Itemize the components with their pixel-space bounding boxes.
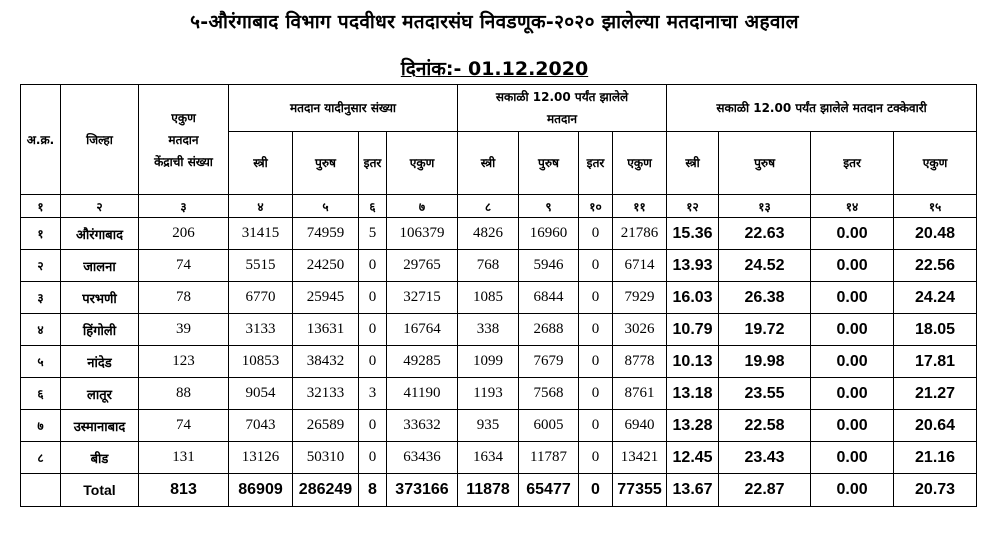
cell-v-female: 10853 xyxy=(229,346,293,378)
column-number: १५ xyxy=(894,195,977,218)
cell-pct-other: 0.00 xyxy=(811,442,894,474)
cell-p-female: 768 xyxy=(458,250,519,282)
cell-p-male: 6005 xyxy=(519,410,579,442)
cell-v-total: 106379 xyxy=(387,218,458,250)
cell-pct-total: 21.16 xyxy=(894,442,977,474)
total-cell-v-other: 8 xyxy=(359,474,387,507)
cell-v-male: 50310 xyxy=(293,442,359,474)
cell-p-total: 7929 xyxy=(613,282,667,314)
cell-district: लातूर xyxy=(61,378,139,410)
cell-pct-total: 22.56 xyxy=(894,250,977,282)
cell-pct-other: 0.00 xyxy=(811,218,894,250)
header-v-male: पुरुष xyxy=(293,132,359,195)
cell-centers: 123 xyxy=(139,346,229,378)
cell-sr: ८ xyxy=(21,442,61,474)
cell-p-other: 0 xyxy=(579,218,613,250)
cell-v-other: 0 xyxy=(359,442,387,474)
table-row xyxy=(21,410,977,442)
header-pct-other: इतर xyxy=(811,132,894,195)
table-row xyxy=(21,282,977,314)
cell-p-other: 0 xyxy=(579,410,613,442)
header-pct-female: स्त्री xyxy=(667,132,719,195)
cell-p-male: 7679 xyxy=(519,346,579,378)
column-number: १३ xyxy=(719,195,811,218)
cell-p-total: 8761 xyxy=(613,378,667,410)
header-centers xyxy=(139,85,229,195)
cell-pct-male: 24.52 xyxy=(719,250,811,282)
cell-pct-female: 10.13 xyxy=(667,346,719,378)
column-number: ८ xyxy=(458,195,519,218)
cell-pct-female: 13.28 xyxy=(667,410,719,442)
cell-pct-other: 0.00 xyxy=(811,346,894,378)
cell-centers: 206 xyxy=(139,218,229,250)
cell-pct-other: 0.00 xyxy=(811,378,894,410)
cell-pct-total: 24.24 xyxy=(894,282,977,314)
cell-pct-total: 21.27 xyxy=(894,378,977,410)
cell-p-other: 0 xyxy=(579,250,613,282)
cell-v-male: 13631 xyxy=(293,314,359,346)
cell-p-other: 0 xyxy=(579,378,613,410)
header-polled-line1: सकाळी 12.00 पर्यंत झालेले xyxy=(495,90,629,104)
cell-pct-male: 19.98 xyxy=(719,346,811,378)
header-centers-line2: मतदान xyxy=(168,132,199,147)
column-number: १२ xyxy=(667,195,719,218)
cell-sr: ६ xyxy=(21,378,61,410)
header-pct-male: पुरुष xyxy=(719,132,811,195)
column-number: ४ xyxy=(229,195,293,218)
turnout-table xyxy=(20,84,977,507)
cell-pct-male: 26.38 xyxy=(719,282,811,314)
cell-p-male: 2688 xyxy=(519,314,579,346)
cell-p-total: 8778 xyxy=(613,346,667,378)
cell-p-female: 1634 xyxy=(458,442,519,474)
cell-p-male: 16960 xyxy=(519,218,579,250)
total-cell-p-male: 65477 xyxy=(519,474,579,507)
cell-district: परभणी xyxy=(61,282,139,314)
cell-district: उस्मानाबाद xyxy=(61,410,139,442)
cell-v-female: 9054 xyxy=(229,378,293,410)
cell-v-female: 6770 xyxy=(229,282,293,314)
cell-pct-female: 13.18 xyxy=(667,378,719,410)
cell-sr: ४ xyxy=(21,314,61,346)
cell-centers: 39 xyxy=(139,314,229,346)
cell-sr: ३ xyxy=(21,282,61,314)
cell-v-male: 32133 xyxy=(293,378,359,410)
column-number: ५ xyxy=(293,195,359,218)
cell-district: जालना xyxy=(61,250,139,282)
cell-pct-total: 20.48 xyxy=(894,218,977,250)
total-cell-v-male: 286249 xyxy=(293,474,359,507)
total-cell-centers: 813 xyxy=(139,474,229,507)
cell-district: हिंगोली xyxy=(61,314,139,346)
header-polled-group xyxy=(458,85,667,132)
cell-v-male: 24250 xyxy=(293,250,359,282)
cell-pct-male: 23.55 xyxy=(719,378,811,410)
column-number: १० xyxy=(579,195,613,218)
cell-v-other: 0 xyxy=(359,346,387,378)
total-cell-empty xyxy=(21,474,61,507)
cell-p-male: 6844 xyxy=(519,282,579,314)
cell-pct-male: 22.58 xyxy=(719,410,811,442)
total-cell-p-other: 0 xyxy=(579,474,613,507)
column-number-row xyxy=(21,195,977,218)
cell-v-other: 5 xyxy=(359,218,387,250)
cell-p-other: 0 xyxy=(579,314,613,346)
cell-v-total: 41190 xyxy=(387,378,458,410)
cell-pct-female: 12.45 xyxy=(667,442,719,474)
header-v-total: एकुण xyxy=(387,132,458,195)
cell-v-male: 74959 xyxy=(293,218,359,250)
cell-district: बीड xyxy=(61,442,139,474)
header-pct-total: एकुण xyxy=(894,132,977,195)
table-row xyxy=(21,314,977,346)
cell-pct-other: 0.00 xyxy=(811,282,894,314)
header-p-total: एकुण xyxy=(613,132,667,195)
cell-pct-male: 19.72 xyxy=(719,314,811,346)
total-cell-label: Total xyxy=(61,474,139,507)
cell-centers: 74 xyxy=(139,250,229,282)
total-cell-v-total: 373166 xyxy=(387,474,458,507)
cell-v-female: 13126 xyxy=(229,442,293,474)
cell-pct-male: 23.43 xyxy=(719,442,811,474)
cell-p-total: 21786 xyxy=(613,218,667,250)
total-cell-pct-female: 13.67 xyxy=(667,474,719,507)
cell-v-female: 3133 xyxy=(229,314,293,346)
cell-sr: ७ xyxy=(21,410,61,442)
header-p-female: स्त्री xyxy=(458,132,519,195)
cell-v-female: 31415 xyxy=(229,218,293,250)
header-percent-group: सकाळी 12.00 पर्यंत झालेले मतदान टक्केवारी xyxy=(667,85,977,132)
cell-pct-female: 15.36 xyxy=(667,218,719,250)
header-p-other: इतर xyxy=(579,132,613,195)
cell-v-other: 0 xyxy=(359,282,387,314)
column-number: ९ xyxy=(519,195,579,218)
cell-p-total: 6940 xyxy=(613,410,667,442)
column-number: १४ xyxy=(811,195,894,218)
cell-sr: ५ xyxy=(21,346,61,378)
cell-p-male: 7568 xyxy=(519,378,579,410)
header-voter-list-group: मतदान यादीनुसार संख्या xyxy=(229,85,458,132)
cell-p-other: 0 xyxy=(579,346,613,378)
header-district: जिल्हा xyxy=(61,85,139,195)
report-date xyxy=(0,55,989,81)
cell-sr: २ xyxy=(21,250,61,282)
cell-centers: 88 xyxy=(139,378,229,410)
cell-district: औरंगाबाद xyxy=(61,218,139,250)
table-row xyxy=(21,378,977,410)
cell-p-female: 1099 xyxy=(458,346,519,378)
header-sr: अ.क्र. xyxy=(21,85,61,195)
cell-v-other: 3 xyxy=(359,378,387,410)
cell-v-male: 38432 xyxy=(293,346,359,378)
column-number: ६ xyxy=(359,195,387,218)
cell-v-total: 32715 xyxy=(387,282,458,314)
cell-district: नांदेड xyxy=(61,346,139,378)
column-number: ७ xyxy=(387,195,458,218)
cell-p-female: 1193 xyxy=(458,378,519,410)
table-row xyxy=(21,346,977,378)
cell-p-male: 5946 xyxy=(519,250,579,282)
cell-pct-female: 16.03 xyxy=(667,282,719,314)
cell-pct-female: 10.79 xyxy=(667,314,719,346)
cell-sr: १ xyxy=(21,218,61,250)
total-cell-v-female: 86909 xyxy=(229,474,293,507)
column-number: २ xyxy=(61,195,139,218)
cell-v-other: 0 xyxy=(359,314,387,346)
cell-p-female: 1085 xyxy=(458,282,519,314)
cell-pct-other: 0.00 xyxy=(811,410,894,442)
cell-centers: 78 xyxy=(139,282,229,314)
cell-p-male: 11787 xyxy=(519,442,579,474)
cell-p-female: 4826 xyxy=(458,218,519,250)
total-cell-p-total: 77355 xyxy=(613,474,667,507)
cell-pct-other: 0.00 xyxy=(811,250,894,282)
report-date-text: दिनांक:- 01.12.2020 xyxy=(400,58,589,80)
cell-pct-other: 0.00 xyxy=(811,314,894,346)
cell-p-total: 13421 xyxy=(613,442,667,474)
cell-v-total: 29765 xyxy=(387,250,458,282)
cell-v-total: 49285 xyxy=(387,346,458,378)
total-cell-pct-other: 0.00 xyxy=(811,474,894,507)
cell-p-female: 338 xyxy=(458,314,519,346)
cell-pct-total: 20.64 xyxy=(894,410,977,442)
report-title: ५-औरंगाबाद विभाग पदवीधर मतदारसंघ निवडणूक-२०२० झालेल्या मतदानाचा अहवाल xyxy=(190,11,799,33)
cell-centers: 74 xyxy=(139,410,229,442)
cell-pct-male: 22.63 xyxy=(719,218,811,250)
cell-v-other: 0 xyxy=(359,410,387,442)
cell-p-other: 0 xyxy=(579,282,613,314)
cell-v-total: 63436 xyxy=(387,442,458,474)
table-row xyxy=(21,250,977,282)
cell-pct-total: 17.81 xyxy=(894,346,977,378)
cell-v-female: 7043 xyxy=(229,410,293,442)
header-centers-line1: एकुण xyxy=(171,110,196,125)
table-row xyxy=(21,218,977,250)
cell-p-female: 935 xyxy=(458,410,519,442)
total-cell-pct-male: 22.87 xyxy=(719,474,811,507)
cell-v-other: 0 xyxy=(359,250,387,282)
header-v-other: इतर xyxy=(359,132,387,195)
table-row xyxy=(21,442,977,474)
cell-p-total: 3026 xyxy=(613,314,667,346)
cell-v-female: 5515 xyxy=(229,250,293,282)
column-number: १ xyxy=(21,195,61,218)
cell-v-total: 16764 xyxy=(387,314,458,346)
header-v-female: स्त्री xyxy=(229,132,293,195)
column-number: ३ xyxy=(139,195,229,218)
header-centers-line3: केंद्राची संख्या xyxy=(154,154,213,169)
total-cell-pct-total: 20.73 xyxy=(894,474,977,507)
cell-pct-total: 18.05 xyxy=(894,314,977,346)
cell-centers: 131 xyxy=(139,442,229,474)
total-cell-p-female: 11878 xyxy=(458,474,519,507)
cell-v-total: 33632 xyxy=(387,410,458,442)
cell-p-total: 6714 xyxy=(613,250,667,282)
cell-p-other: 0 xyxy=(579,442,613,474)
header-p-male: पुरुष xyxy=(519,132,579,195)
total-row xyxy=(21,474,977,507)
cell-pct-female: 13.93 xyxy=(667,250,719,282)
column-number: ११ xyxy=(613,195,667,218)
header-polled-line2: मतदान xyxy=(546,112,578,126)
cell-v-male: 26589 xyxy=(293,410,359,442)
cell-v-male: 25945 xyxy=(293,282,359,314)
